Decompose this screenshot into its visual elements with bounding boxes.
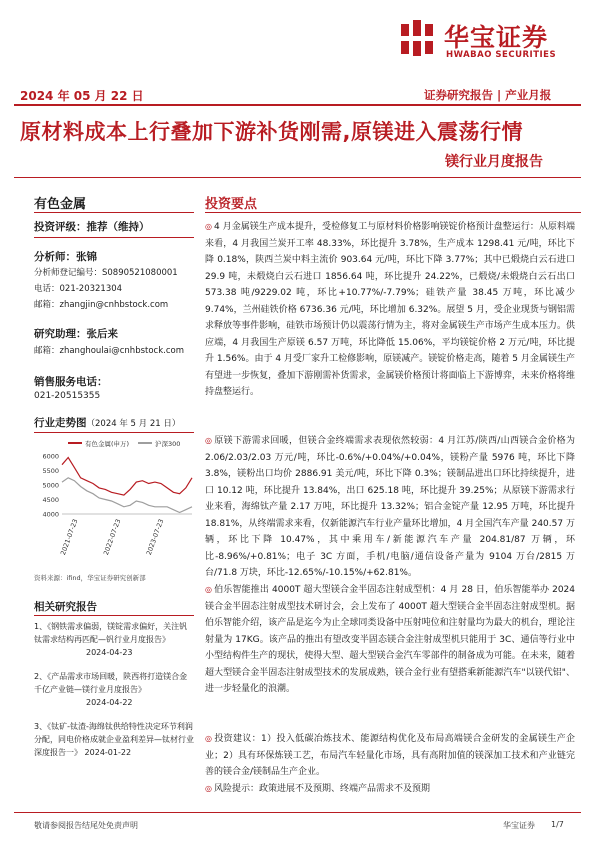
x-tick-label-2: 2023-07-23 (144, 517, 166, 557)
x-tick-label-0: 2021-07-23 (59, 517, 80, 557)
rating: 投资评级：推荐（维持） (34, 221, 150, 233)
related-report-2-date: 2024-04-22 (86, 698, 133, 707)
page-number: 1/7 (551, 820, 564, 829)
legend-label-1: 沪深300 (155, 440, 181, 448)
analyst-name: 分析师：张锦 (34, 251, 97, 263)
paragraph-cost (205, 219, 575, 401)
series-line-1 (62, 478, 192, 513)
sales-label: 销售服务电话： (34, 376, 108, 388)
paragraph-news (205, 582, 575, 698)
assistant-email[interactable]: 邮箱：zhanghoulai@cnhbstock.com (34, 346, 185, 356)
series-line-0 (62, 458, 192, 496)
chart-heading-date: （2024 年 5 月 21 日） (86, 419, 181, 429)
paragraph-advice (205, 731, 575, 781)
section-heading: 投资要点 (205, 197, 258, 212)
y-tick-label-3: 5500 (42, 467, 59, 475)
related-report-3-date: 2024-01-22 (84, 748, 132, 757)
rating-divider (34, 237, 194, 238)
bullet-icon: ◎ (205, 784, 212, 793)
industry-trend-chart (30, 436, 200, 566)
x-tick-label-1: 2022-07-23 (101, 517, 123, 557)
paragraph-risk-text: 风险提示：政策进展不及预期、终端产品需求不及预期 (213, 784, 430, 794)
related-report-1-date: 2024-04-23 (86, 648, 133, 657)
brand-name: 华宝证券 (444, 23, 549, 52)
bullet-icon: ◎ (205, 734, 213, 743)
footer-disclaimer: 敬请参阅报告结尾处免责声明 (34, 821, 138, 830)
y-tick-label-0: 4000 (42, 510, 59, 519)
related-report-1[interactable] (34, 620, 194, 659)
bullet-icon: ◎ (205, 222, 213, 231)
paragraph-demand (205, 433, 575, 582)
report-type: 证券研究报告 | 产业月报 (424, 88, 552, 102)
related-report-2[interactable] (34, 670, 194, 709)
brand-logo-icon (395, 16, 439, 60)
y-tick-label-2: 5000 (42, 481, 59, 490)
analyst-cert: 分析师登记编号：S0890521080001 (34, 268, 178, 278)
sector-divider (34, 212, 194, 213)
footer-brand: 华宝证券 (503, 821, 535, 830)
related-report-2-title: 2、《产品需求市场回暖，陕西将打造镁合金千亿产业链—镁行业月度报告》 (34, 672, 188, 694)
section-divider (205, 212, 581, 213)
chart-divider (34, 432, 194, 433)
sector-name: 有色金属 (34, 197, 87, 212)
header-divider (14, 104, 581, 106)
page-title: 原材料成本上行叠加下游补货刚需,原镁进入震荡行情 (20, 120, 523, 144)
brand-name-en: HWABAO SECURITIES (446, 50, 557, 60)
paragraph-news-text: 伯乐智能推出 4000T 超大型镁合金半固态注射成型机：4 月 28 日，伯乐智能举办 2024 镁合金半固态注射成型技术研讨会，会上发布了 4000T 超大型镁合金半固态注射成型机。据伯乐智能介绍，该产品是迄今为止全球同类设备中压射吨位和注射量均为最大的机台，理论注射量为 17KG。该产品的推出有望改变半固态镁合金注射成型机只能用于 3C、通信等行业中小型结构件生产的现状，使得大型、超大型镁合金汽车零部件的制备成为可能。在未来，随着超大型镁合金半固态注射成型技术的发展成熟，镁合金行业有望搭乘新能源汽车"以镁代铝"、进一步轻量化的浪潮。 (205, 585, 576, 694)
related-heading: 相关研究报告 (34, 601, 97, 613)
analyst-phone: 电话：021-20321304 (34, 284, 123, 294)
related-divider (34, 615, 194, 616)
bullet-icon: ◎ (205, 585, 213, 594)
analyst-email[interactable]: 邮箱：zhangjin@cnhbstock.com (34, 300, 169, 310)
y-tick-label-1: 4500 (42, 496, 59, 504)
related-report-3[interactable] (34, 720, 194, 759)
chart-heading-text: 行业走势图 (34, 417, 87, 429)
sales-phone: 021-20515355 (34, 391, 101, 401)
paragraph-risk (205, 781, 575, 798)
assistant-name: 研究助理：张后来 (34, 328, 118, 340)
chart-heading (34, 415, 180, 430)
paragraph-advice-text: 投资建议：1）投入低碳冶炼技术、能源结构优化及布局高端镁合金研发的金属镁生产企业；2）具有环保炼镁工艺，布局汽车轻量化市场，具有高附加值的镁深加工技术和产业链完善的镁合金/镁制品生产企业。 (205, 734, 575, 777)
y-tick-label-4: 6000 (42, 452, 59, 461)
legend-label-0: 有色金属(申万) (85, 440, 130, 448)
related-report-1-title: 1、《钢铁需求偏弱，镁锭需求偏好，关注钒钛需求结构再匹配—钒行业月度报告》 (34, 622, 188, 644)
paragraph-cost-text: 4 月金属镁生产成本提升，受检修复工与原材料价格影响镁锭价格预计盘整运行：从原料端来看，4 月我国兰炭开工率 48.33%，环比提升 3.78%，生产成本 1298.41 元/吨，环比下降 0.18%，陕西兰炭中料主流价 903.64 元/吨，环比下降 3.77%；其中已煅烧白云石进口 29.9 吨，未煅烧白云石进口 1856.64 吨，环比提升 24.22%，已煅烧/未煅烧白云石出口 573.38 吨/9229.02 吨，环比+10.77%/-7.79%；硅铁产量 38.45 万吨，环比减少 9.74%，兰州硅铁价格 6736.36 元/吨，环比增加 6.32%。展望 5 月，受企业现货与钢铝需求释放等事件影响，硅铁市场预计仍以震荡行情为主，将对金属镁生产市场产生成本压力。供应端，4 月我国生产原镁 6.57 万吨，环比降低 15.06%，平均镁锭价格 2 万元/吨，环比提升 1.56%。由于 4 月受厂家升工检修影响，原镁减产。镁锭价格走高，随着 5 月金属镁生产有望进一步恢复，叠加下游刚需补货需求，金属镁价格预计将面临上下游博弈，未来价格将维持盘整运行。 (205, 222, 576, 397)
report-date: 2024 年 05 月 22 日 (20, 89, 144, 103)
bullet-icon: ◎ (205, 436, 213, 445)
chart-source: 资料来源：ifind，华宝证券研究创新部 (34, 574, 146, 582)
page-subtitle: 镁行业月度报告 (445, 154, 543, 170)
title-divider (14, 177, 581, 178)
footer-divider (14, 812, 581, 813)
paragraph-demand-text: 原镁下游需求回暖，但镁合金终端需求表现依然较弱：4 月江苏/陕西/山西镁合金价格为 2.06/2.03/2.03 万元/吨，环比-0.6%/+0.04%/+0.04%，镁粉产量 5976 吨，环比下降 3.8%，镁粉出口均价 2886.91 美元/吨，环比下降 0.3%；镁制品进出口环比持续提升，进口 10.12 吨，环比提升 13.84%，出口 625.18 吨，环比提升 39.25%；从原镁下游需求行业来看，海绵钛产量 2.17 万吨，环比提升 13.32%；铝合金锭产量 12.95 万吨，环比提升 18.81%，从终端需求来看，仅新能源汽车行业产量环比增加，4 月全国汽车产量 240.57 万辆，环比下降 10.47%，其中乘用车/新能源汽车产量 204.81/87 万辆，环比-8.96%/+0.81%；电子 3C 方面，手机/电脑/通信设备产量为 9104 万台/2815 万台/71.8 万块，环比-12.65%/-10.15%/+62.81%。 (205, 436, 576, 578)
related-report-3-title: 3、《钛矿-钛渣-海绵钛供给特性决定环节利润分配，同电价格成就企业盈利差异—钛材行业深度报告一》 (34, 722, 194, 757)
